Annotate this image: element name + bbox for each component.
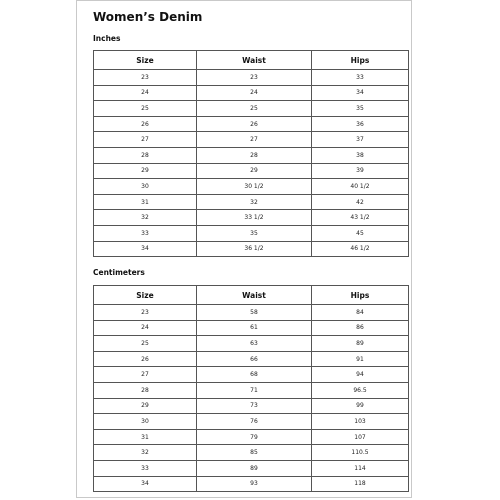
page-title: Women’s Denim [93,10,203,24]
cell-waist: 36 1/2 [197,241,312,257]
cell-size: 23 [94,305,197,321]
cell-waist: 25 [197,101,312,117]
cell-waist: 93 [197,476,312,492]
table-row [94,225,409,241]
cell-waist: 32 [197,194,312,210]
cell-waist: 66 [197,351,312,367]
centimeters-table [93,285,409,492]
cell-hips: 96.5 [312,382,409,398]
cell-size: 25 [94,101,197,117]
cell-hips: 99 [312,398,409,414]
cell-waist: 29 [197,163,312,179]
table-row [94,132,409,148]
cell-size: 29 [94,163,197,179]
table-row [94,241,409,257]
section-label-centimeters: Centimeters [93,268,145,277]
cell-size: 23 [94,70,197,86]
cell-size: 27 [94,367,197,383]
table-row [94,101,409,117]
cell-waist: 68 [197,367,312,383]
cell-size: 24 [94,320,197,336]
cell-size: 26 [94,351,197,367]
cell-size: 26 [94,116,197,132]
cell-hips: 46 1/2 [312,241,409,257]
cell-size: 30 [94,179,197,195]
cell-hips: 91 [312,351,409,367]
cell-waist: 35 [197,225,312,241]
cell-hips: 40 1/2 [312,179,409,195]
table-row [94,414,409,430]
table-row [94,336,409,352]
cell-waist: 30 1/2 [197,179,312,195]
table-row [94,194,409,210]
cell-hips: 43 1/2 [312,210,409,226]
table-row [94,147,409,163]
table-header-row [94,51,409,70]
table-row [94,460,409,476]
cell-size: 28 [94,382,197,398]
table-row [94,367,409,383]
cell-hips: 45 [312,225,409,241]
table-row [94,179,409,195]
table-row [94,85,409,101]
cell-waist: 24 [197,85,312,101]
cell-size: 33 [94,460,197,476]
column-header-waist: Waist [197,51,312,70]
cell-waist: 61 [197,320,312,336]
inches-table [93,50,409,257]
column-header-hips: Hips [312,51,409,70]
cell-waist: 63 [197,336,312,352]
table-row [94,476,409,492]
cell-size: 30 [94,414,197,430]
cell-hips: 39 [312,163,409,179]
cell-hips: 42 [312,194,409,210]
table-row [94,210,409,226]
cell-hips: 94 [312,367,409,383]
cell-size: 31 [94,429,197,445]
cell-hips: 36 [312,116,409,132]
cell-hips: 37 [312,132,409,148]
table-row [94,429,409,445]
cell-waist: 71 [197,382,312,398]
size-chart-card [76,0,412,498]
cell-size: 32 [94,210,197,226]
cell-size: 29 [94,398,197,414]
cell-size: 32 [94,445,197,461]
table-row [94,163,409,179]
table-row [94,305,409,321]
cell-waist: 33 1/2 [197,210,312,226]
column-header-waist: Waist [197,286,312,305]
column-header-size: Size [94,286,197,305]
cell-size: 33 [94,225,197,241]
cell-size: 25 [94,336,197,352]
cell-hips: 35 [312,101,409,117]
cell-size: 27 [94,132,197,148]
cell-size: 34 [94,241,197,257]
cell-waist: 27 [197,132,312,148]
cell-size: 28 [94,147,197,163]
cell-hips: 33 [312,70,409,86]
cell-hips: 114 [312,460,409,476]
cell-size: 34 [94,476,197,492]
cell-hips: 86 [312,320,409,336]
column-header-hips: Hips [312,286,409,305]
table-row [94,398,409,414]
cell-size: 24 [94,85,197,101]
cell-waist: 76 [197,414,312,430]
cell-waist: 28 [197,147,312,163]
cell-size: 31 [94,194,197,210]
cell-hips: 118 [312,476,409,492]
table-row [94,382,409,398]
section-label-inches: Inches [93,34,121,43]
cell-waist: 73 [197,398,312,414]
table-header-row [94,286,409,305]
table-row [94,320,409,336]
table-row [94,70,409,86]
cell-hips: 107 [312,429,409,445]
cell-waist: 58 [197,305,312,321]
cell-waist: 79 [197,429,312,445]
column-header-size: Size [94,51,197,70]
cell-waist: 89 [197,460,312,476]
cell-waist: 26 [197,116,312,132]
table-row [94,445,409,461]
cell-hips: 34 [312,85,409,101]
table-row [94,116,409,132]
cell-hips: 103 [312,414,409,430]
cell-hips: 84 [312,305,409,321]
cell-waist: 85 [197,445,312,461]
cell-hips: 89 [312,336,409,352]
table-row [94,351,409,367]
cell-hips: 110.5 [312,445,409,461]
cell-hips: 38 [312,147,409,163]
cell-waist: 23 [197,70,312,86]
